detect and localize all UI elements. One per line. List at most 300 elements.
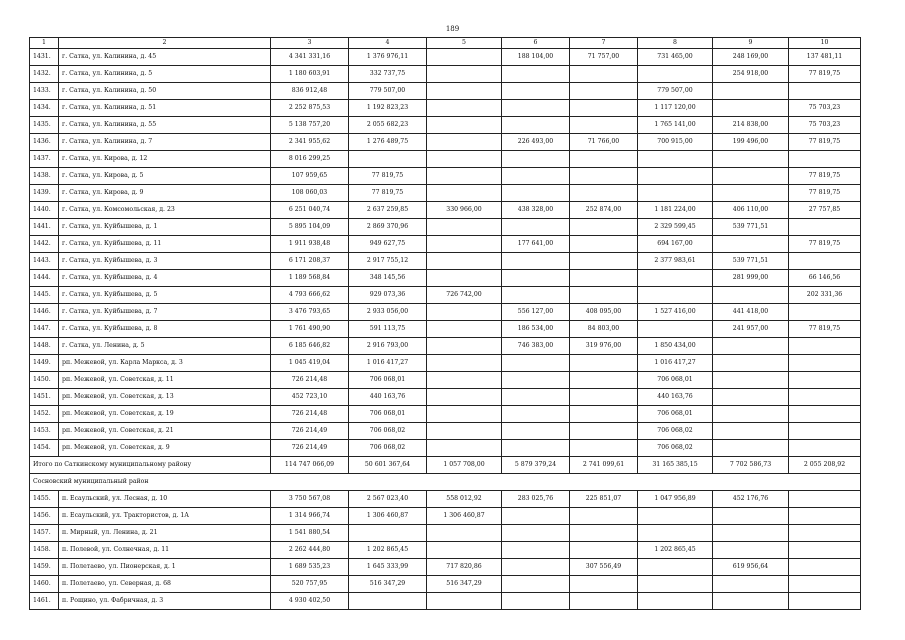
amount-cell: 5 138 757,20 <box>271 117 349 134</box>
amount-cell <box>789 151 861 168</box>
amount-cell <box>502 423 570 440</box>
amount-cell <box>570 66 638 83</box>
amount-cell <box>713 508 789 525</box>
amount-cell <box>502 287 570 304</box>
amount-cell <box>789 389 861 406</box>
amount-cell: 307 556,49 <box>570 559 638 576</box>
amount-cell: 8 016 299,25 <box>271 151 349 168</box>
amount-cell <box>427 134 502 151</box>
table-row <box>30 100 861 117</box>
row-number: 1461. <box>30 593 59 610</box>
amount-cell: 71 766,00 <box>570 134 638 151</box>
amount-cell <box>713 423 789 440</box>
row-number: 1460. <box>30 576 59 593</box>
amount-cell: 1 306 460,87 <box>427 508 502 525</box>
amount-cell: 5 895 104,09 <box>271 219 349 236</box>
amount-cell <box>427 338 502 355</box>
amount-cell <box>638 593 713 610</box>
amount-cell: 225 851,07 <box>570 491 638 508</box>
amount-cell <box>789 83 861 100</box>
row-number: 1454. <box>30 440 59 457</box>
amount-cell <box>502 219 570 236</box>
amount-cell <box>427 542 502 559</box>
total-amount-cell: 50 601 367,64 <box>349 457 427 474</box>
amount-cell <box>570 508 638 525</box>
amount-cell <box>570 236 638 253</box>
amount-cell <box>427 440 502 457</box>
amount-cell: 406 110,00 <box>713 202 789 219</box>
amount-cell: 188 104,00 <box>502 49 570 66</box>
amount-cell <box>427 168 502 185</box>
amount-cell: 706 068,01 <box>638 406 713 423</box>
amount-cell <box>427 593 502 610</box>
amount-cell <box>349 593 427 610</box>
address-cell: г. Сатка, ул. Калинина, д. 7 <box>59 134 271 151</box>
amount-cell <box>789 440 861 457</box>
amount-cell: 539 771,51 <box>713 219 789 236</box>
total-amount-cell: 1 057 708,00 <box>427 457 502 474</box>
table-row <box>30 525 861 542</box>
amount-cell <box>502 593 570 610</box>
amount-cell: 77 819,75 <box>349 185 427 202</box>
amount-cell: 330 966,00 <box>427 202 502 219</box>
amount-cell: 202 331,36 <box>789 287 861 304</box>
amount-cell: 2 869 370,96 <box>349 219 427 236</box>
table-row <box>30 508 861 525</box>
amount-cell: 949 627,75 <box>349 236 427 253</box>
table-row <box>30 270 861 287</box>
total-amount-cell: 5 879 379,24 <box>502 457 570 474</box>
amount-cell: 1 181 224,00 <box>638 202 713 219</box>
table-row <box>30 338 861 355</box>
amount-cell: 348 145,56 <box>349 270 427 287</box>
amount-cell: 2 916 793,00 <box>349 338 427 355</box>
amount-cell: 6 185 646,82 <box>271 338 349 355</box>
address-cell: г. Сатка, ул. Куйбышева, д. 5 <box>59 287 271 304</box>
amount-cell: 77 819,75 <box>789 66 861 83</box>
amount-cell: 836 912,48 <box>271 83 349 100</box>
total-amount-cell: 2 055 208,92 <box>789 457 861 474</box>
row-number: 1432. <box>30 66 59 83</box>
amount-cell <box>713 389 789 406</box>
table-row <box>30 168 861 185</box>
amount-cell: 241 957,00 <box>713 321 789 338</box>
amount-cell <box>427 372 502 389</box>
amount-cell: 929 073,36 <box>349 287 427 304</box>
amount-cell: 1 180 603,91 <box>271 66 349 83</box>
address-cell: г. Сатка, ул. Кирова, д. 9 <box>59 185 271 202</box>
column-number: 6 <box>502 38 570 49</box>
amount-cell <box>789 372 861 389</box>
row-number: 1449. <box>30 355 59 372</box>
page-number: 189 <box>445 25 460 33</box>
amount-cell <box>427 423 502 440</box>
table-row <box>30 287 861 304</box>
amount-cell: 1 117 120,00 <box>638 100 713 117</box>
table-row <box>30 491 861 508</box>
address-cell: г. Сатка, ул. Куйбышева, д. 1 <box>59 219 271 236</box>
row-number: 1444. <box>30 270 59 287</box>
table-row <box>30 389 861 406</box>
amount-cell <box>349 151 427 168</box>
address-cell: г. Сатка, ул. Кирова, д. 12 <box>59 151 271 168</box>
amount-cell <box>638 185 713 202</box>
column-number: 4 <box>349 38 427 49</box>
amount-cell: 408 095,00 <box>570 304 638 321</box>
amount-cell <box>502 185 570 202</box>
amount-cell <box>427 321 502 338</box>
row-number: 1447. <box>30 321 59 338</box>
row-number: 1450. <box>30 372 59 389</box>
row-number: 1445. <box>30 287 59 304</box>
amount-cell: 214 838,00 <box>713 117 789 134</box>
amount-cell <box>713 576 789 593</box>
amount-cell <box>502 576 570 593</box>
amount-cell: 75 703,23 <box>789 117 861 134</box>
amount-cell: 77 819,75 <box>789 236 861 253</box>
table-row <box>30 117 861 134</box>
table-row <box>30 253 861 270</box>
address-cell: п. Рощино, ул. Фабричная, д. 3 <box>59 593 271 610</box>
amount-cell <box>427 100 502 117</box>
amount-cell <box>570 253 638 270</box>
amount-cell: 4 341 331,16 <box>271 49 349 66</box>
amount-cell <box>502 525 570 542</box>
total-amount-cell: 31 165 385,15 <box>638 457 713 474</box>
address-cell: п. Полетаево, ул. Северная, д. 68 <box>59 576 271 593</box>
amount-cell: 619 956,64 <box>713 559 789 576</box>
amount-cell: 556 127,00 <box>502 304 570 321</box>
address-cell: г. Сатка, ул. Куйбышева, д. 3 <box>59 253 271 270</box>
amount-cell <box>502 253 570 270</box>
amount-cell: 1 047 956,89 <box>638 491 713 508</box>
table-row <box>30 66 861 83</box>
table-row <box>30 304 861 321</box>
amount-cell <box>502 151 570 168</box>
amount-cell <box>713 372 789 389</box>
amount-cell: 1 306 460,87 <box>349 508 427 525</box>
amount-cell <box>502 168 570 185</box>
amount-cell <box>713 406 789 423</box>
amount-cell <box>427 270 502 287</box>
column-number: 8 <box>638 38 713 49</box>
amount-cell: 746 383,00 <box>502 338 570 355</box>
row-number: 1453. <box>30 423 59 440</box>
amount-cell: 254 918,00 <box>713 66 789 83</box>
amount-cell: 186 534,00 <box>502 321 570 338</box>
amount-cell <box>638 270 713 287</box>
table-row <box>30 423 861 440</box>
amount-cell <box>427 236 502 253</box>
amount-cell <box>570 151 638 168</box>
address-cell: г. Сатка, ул. Комсомольская, д. 23 <box>59 202 271 219</box>
total-amount-cell: 114 747 066,09 <box>271 457 349 474</box>
amount-cell <box>570 440 638 457</box>
amount-cell: 2 055 682,23 <box>349 117 427 134</box>
row-number: 1431. <box>30 49 59 66</box>
amount-cell: 1 045 419,04 <box>271 355 349 372</box>
address-cell: г. Сатка, ул. Куйбышева, д. 11 <box>59 236 271 253</box>
amount-cell <box>502 440 570 457</box>
amount-cell <box>427 66 502 83</box>
amount-cell <box>638 559 713 576</box>
amount-cell <box>349 525 427 542</box>
amount-cell <box>502 66 570 83</box>
amount-cell <box>638 151 713 168</box>
amount-cell <box>789 559 861 576</box>
amount-cell <box>713 440 789 457</box>
amount-cell: 2 377 983,61 <box>638 253 713 270</box>
amount-cell: 706 068,01 <box>349 406 427 423</box>
amount-cell <box>789 406 861 423</box>
amount-cell <box>502 406 570 423</box>
amount-cell <box>713 168 789 185</box>
amount-cell: 440 163,76 <box>349 389 427 406</box>
amount-cell: 1 541 880,54 <box>271 525 349 542</box>
address-cell: рп. Межевой, ул. Советская, д. 19 <box>59 406 271 423</box>
table-row <box>30 593 861 610</box>
address-cell: п. Полетаево, ул. Пионерская, д. 1 <box>59 559 271 576</box>
amount-cell <box>427 406 502 423</box>
amount-cell: 2 567 023,40 <box>349 491 427 508</box>
table-row <box>30 185 861 202</box>
amount-cell: 1 527 416,00 <box>638 304 713 321</box>
amount-cell: 2 917 755,12 <box>349 253 427 270</box>
total-amount-cell: 7 702 586,73 <box>713 457 789 474</box>
amount-cell <box>570 389 638 406</box>
amount-cell: 591 113,75 <box>349 321 427 338</box>
amount-cell <box>570 406 638 423</box>
amount-cell: 6 171 208,37 <box>271 253 349 270</box>
address-cell: п. Есаульский, ул. Трактористов, д. 1А <box>59 508 271 525</box>
amount-cell: 77 819,75 <box>789 134 861 151</box>
table-row <box>30 355 861 372</box>
row-number: 1437. <box>30 151 59 168</box>
row-number: 1459. <box>30 559 59 576</box>
amount-cell <box>427 151 502 168</box>
section-row <box>30 474 861 491</box>
amount-cell: 1 276 489,75 <box>349 134 427 151</box>
amount-cell: 75 703,23 <box>789 100 861 117</box>
row-number: 1451. <box>30 389 59 406</box>
amount-cell: 779 507,00 <box>349 83 427 100</box>
amount-cell: 726 214,48 <box>271 372 349 389</box>
amount-cell <box>570 355 638 372</box>
row-number: 1457. <box>30 525 59 542</box>
amount-cell: 706 068,02 <box>638 423 713 440</box>
amount-cell <box>502 83 570 100</box>
address-cell: г. Сатка, ул. Куйбышева, д. 4 <box>59 270 271 287</box>
amount-cell: 1 765 141,00 <box>638 117 713 134</box>
row-number: 1433. <box>30 83 59 100</box>
amount-cell: 726 214,49 <box>271 440 349 457</box>
amount-cell <box>570 117 638 134</box>
amount-cell <box>427 117 502 134</box>
address-cell: г. Сатка, ул. Калинина, д. 55 <box>59 117 271 134</box>
column-number: 9 <box>713 38 789 49</box>
amount-cell <box>427 304 502 321</box>
amount-cell: 226 493,00 <box>502 134 570 151</box>
row-number: 1439. <box>30 185 59 202</box>
amount-cell: 706 068,02 <box>349 423 427 440</box>
address-cell: г. Сатка, ул. Калинина, д. 50 <box>59 83 271 100</box>
table-row <box>30 576 861 593</box>
amount-cell: 1 016 417,27 <box>638 355 713 372</box>
table-row <box>30 440 861 457</box>
address-cell: рп. Межевой, ул. Карла Маркса, д. 3 <box>59 355 271 372</box>
amount-cell <box>502 372 570 389</box>
amount-cell: 2 329 599,45 <box>638 219 713 236</box>
table-row <box>30 134 861 151</box>
amount-cell <box>502 100 570 117</box>
amount-cell: 2 252 875,53 <box>271 100 349 117</box>
total-row <box>30 457 861 474</box>
amount-cell <box>638 287 713 304</box>
amount-cell: 2 341 955,62 <box>271 134 349 151</box>
amount-cell: 1 202 865,45 <box>349 542 427 559</box>
amount-cell: 700 915,00 <box>638 134 713 151</box>
amount-cell: 779 507,00 <box>638 83 713 100</box>
amount-cell: 516 347,29 <box>349 576 427 593</box>
amount-cell: 177 641,00 <box>502 236 570 253</box>
amount-cell: 1 645 333,99 <box>349 559 427 576</box>
amount-cell <box>789 219 861 236</box>
amount-cell: 706 068,01 <box>349 372 427 389</box>
amount-cell <box>570 100 638 117</box>
address-cell: рп. Межевой, ул. Советская, д. 21 <box>59 423 271 440</box>
amount-cell <box>427 253 502 270</box>
amount-cell: 441 418,00 <box>713 304 789 321</box>
amount-cell <box>789 542 861 559</box>
amount-cell: 1 189 568,84 <box>271 270 349 287</box>
amount-cell <box>427 389 502 406</box>
amount-cell: 2 262 444,80 <box>271 542 349 559</box>
amount-cell <box>713 83 789 100</box>
amount-cell <box>570 372 638 389</box>
row-number: 1434. <box>30 100 59 117</box>
total-label: Итого по Саткинскому муниципальному району <box>30 457 271 474</box>
amount-cell: 694 167,00 <box>638 236 713 253</box>
amount-cell: 731 465,00 <box>638 49 713 66</box>
table-row <box>30 219 861 236</box>
row-number: 1440. <box>30 202 59 219</box>
amount-cell <box>789 491 861 508</box>
amount-cell: 717 820,86 <box>427 559 502 576</box>
address-cell: рп. Межевой, ул. Советская, д. 13 <box>59 389 271 406</box>
amount-cell: 706 068,02 <box>638 440 713 457</box>
amount-cell: 4 793 666,62 <box>271 287 349 304</box>
amount-cell: 77 819,75 <box>789 185 861 202</box>
amount-cell <box>789 253 861 270</box>
amount-cell: 108 060,03 <box>271 185 349 202</box>
amount-cell <box>638 576 713 593</box>
amount-cell: 283 025,76 <box>502 491 570 508</box>
amount-cell <box>789 355 861 372</box>
address-cell: г. Сатка, ул. Куйбышева, д. 7 <box>59 304 271 321</box>
amount-cell <box>427 185 502 202</box>
address-cell: п. Есаульский, ул. Лесная, д. 10 <box>59 491 271 508</box>
amount-cell: 520 757,95 <box>271 576 349 593</box>
amount-cell: 1 911 938,48 <box>271 236 349 253</box>
amount-cell: 84 803,00 <box>570 321 638 338</box>
amount-cell: 1 850 434,00 <box>638 338 713 355</box>
amount-cell <box>570 270 638 287</box>
amount-cell <box>502 117 570 134</box>
amount-cell <box>789 338 861 355</box>
amount-cell: 71 757,00 <box>570 49 638 66</box>
amount-cell: 1 192 823,23 <box>349 100 427 117</box>
amount-cell <box>502 508 570 525</box>
table-row <box>30 321 861 338</box>
address-cell: г. Сатка, ул. Калинина, д. 5 <box>59 66 271 83</box>
amount-cell: 1 376 976,11 <box>349 49 427 66</box>
row-number: 1456. <box>30 508 59 525</box>
column-number: 10 <box>789 38 861 49</box>
amount-cell: 137 481,11 <box>789 49 861 66</box>
amount-cell <box>713 100 789 117</box>
amount-cell <box>427 49 502 66</box>
amount-cell <box>638 66 713 83</box>
address-cell: г. Сатка, ул. Калинина, д. 51 <box>59 100 271 117</box>
amount-cell: 27 757,85 <box>789 202 861 219</box>
amount-cell: 706 068,01 <box>638 372 713 389</box>
amount-cell <box>427 83 502 100</box>
budget-table <box>29 37 861 610</box>
row-number: 1455. <box>30 491 59 508</box>
amount-cell: 332 737,75 <box>349 66 427 83</box>
column-number: 7 <box>570 38 638 49</box>
amount-cell <box>570 219 638 236</box>
amount-cell: 199 496,00 <box>713 134 789 151</box>
amount-cell: 281 999,00 <box>713 270 789 287</box>
amount-cell: 726 214,49 <box>271 423 349 440</box>
amount-cell <box>502 559 570 576</box>
amount-cell <box>570 83 638 100</box>
address-cell: г. Сатка, ул. Калинина, д. 45 <box>59 49 271 66</box>
table-row <box>30 406 861 423</box>
table-row <box>30 542 861 559</box>
amount-cell <box>789 576 861 593</box>
amount-cell: 66 146,56 <box>789 270 861 287</box>
column-number: 3 <box>271 38 349 49</box>
amount-cell <box>713 338 789 355</box>
row-number: 1438. <box>30 168 59 185</box>
amount-cell: 438 328,00 <box>502 202 570 219</box>
amount-cell <box>789 525 861 542</box>
amount-cell: 3 750 567,08 <box>271 491 349 508</box>
column-number-header <box>30 38 861 49</box>
amount-cell <box>570 287 638 304</box>
address-cell: п. Полевой, ул. Солнечная, д. 11 <box>59 542 271 559</box>
address-cell: п. Мирный, ул. Ленина, д. 21 <box>59 525 271 542</box>
section-title: Сосновский муниципальный район <box>30 474 861 491</box>
row-number: 1452. <box>30 406 59 423</box>
row-number: 1448. <box>30 338 59 355</box>
amount-cell <box>713 185 789 202</box>
amount-cell: 319 976,00 <box>570 338 638 355</box>
amount-cell <box>427 525 502 542</box>
amount-cell: 252 874,00 <box>570 202 638 219</box>
amount-cell <box>713 355 789 372</box>
row-number: 1435. <box>30 117 59 134</box>
table-row <box>30 83 861 100</box>
amount-cell: 6 251 040,74 <box>271 202 349 219</box>
table-row <box>30 372 861 389</box>
amount-cell <box>789 423 861 440</box>
amount-cell <box>502 270 570 287</box>
amount-cell: 77 819,75 <box>789 168 861 185</box>
amount-cell <box>789 304 861 321</box>
